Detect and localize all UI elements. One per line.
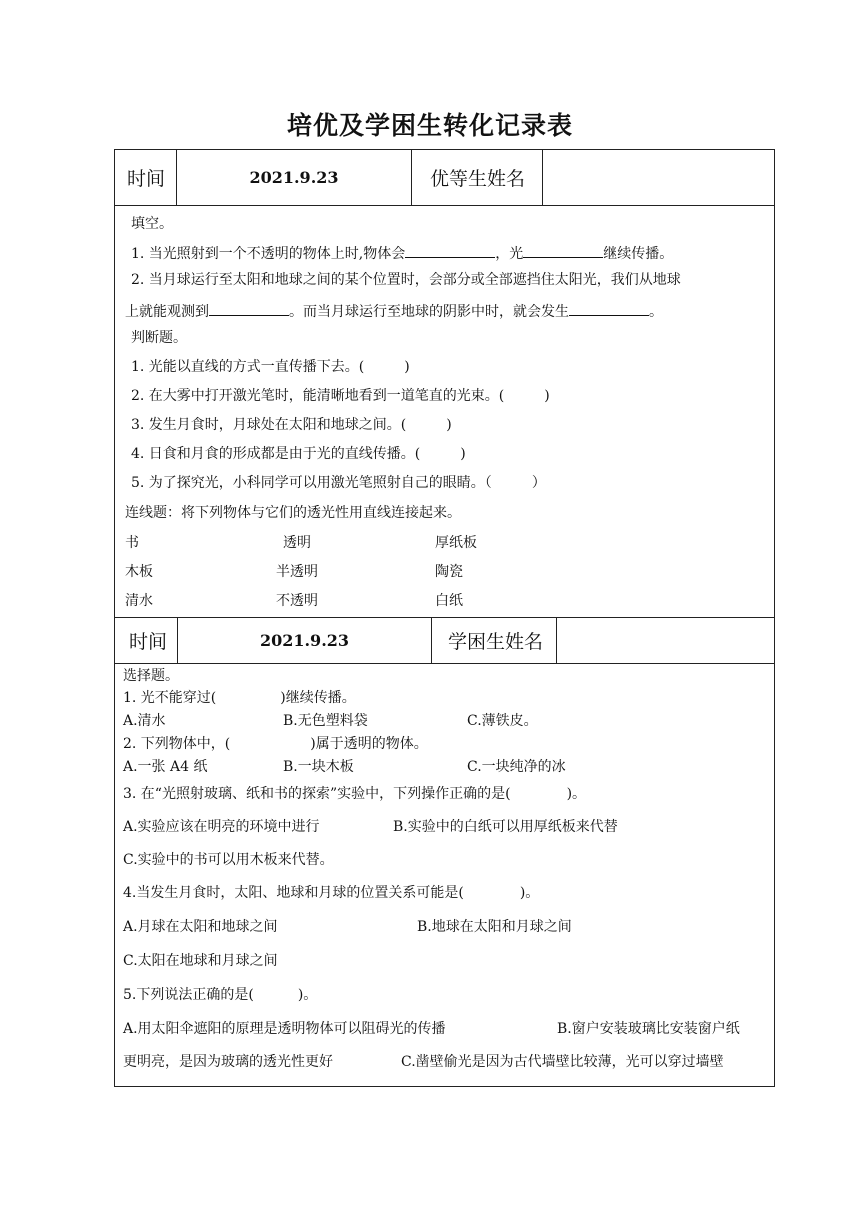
choice-q4-option-a: A.月球在太阳和地球之间	[123, 919, 278, 935]
choice-q3-option-b: B.实验中的白纸可以用厚纸板来代替	[393, 819, 618, 835]
section1-name-label: 优等生姓名	[411, 150, 542, 205]
section2-time-label: 时间	[129, 631, 168, 653]
choice-question-3	[123, 787, 586, 801]
match-r2-object-right: 陶瓷	[435, 564, 463, 580]
choice-q3-option-a: A.实验应该在明亮的环境中进行	[123, 819, 320, 835]
choice-q1-text: 1. 光不能穿过(	[123, 690, 217, 706]
section1-date: 2021.9.23	[176, 150, 411, 205]
page-title: 培优及学困生转化记录表	[286, 111, 573, 140]
fill-question-2-line1: 2. 当月球运行至太阳和地球之间的某个位置时，会部分或全部遮挡住太阳光，我们从地球	[131, 272, 681, 288]
section2-body	[114, 664, 775, 1087]
choice-q5-text: 5.下列说法正确的是(	[123, 987, 254, 1003]
fill-q2-blank-2[interactable]	[569, 303, 649, 316]
choice-q1-text-end: )继续传播。	[280, 690, 356, 706]
choice-q2-text: 2. 下列物体中，(	[123, 736, 231, 752]
match-r1-object-right: 厚纸板	[435, 535, 477, 551]
judge-question-1	[131, 360, 410, 374]
judge-q5-text: 5. 为了探究光，小科同学可以用激光笔照射自己的眼睛。（	[131, 475, 492, 491]
choice-question-5	[123, 988, 317, 1002]
section2-date: 2021.9.23	[177, 618, 431, 663]
fill-q2-blank-1[interactable]	[209, 303, 289, 316]
choice-q4-text-end: )。	[519, 885, 540, 901]
choice-q2-text-end: )属于透明的物体。	[310, 736, 428, 752]
section2-header-row	[114, 618, 775, 664]
choice-q5-option-a: A.用太阳伞遮阳的原理是透明物体可以阻碍光的传播	[123, 1021, 446, 1037]
judge-q2-text: 2. 在大雾中打开激光笔时，能清晰地看到一道笔直的光束。(	[131, 388, 505, 404]
match-r3-object: 清水	[125, 593, 153, 609]
fill-q1-text-c: 继续传播。	[603, 246, 674, 262]
fill-heading: 填空。	[131, 216, 173, 232]
choice-heading: 选择题。	[123, 668, 179, 684]
judge-q3-text: 3. 发生月食时，月球处在太阳和地球之间。(	[131, 417, 407, 433]
choice-q1-option-a: A.清水	[123, 713, 166, 729]
choice-q5-option-b-cont: 更明亮，是因为玻璃的透光性更好	[123, 1054, 333, 1070]
judge-question-2	[131, 389, 550, 403]
choice-q2-option-b: B.一块木板	[283, 759, 354, 775]
judge-question-3	[131, 418, 452, 432]
judge-q2-close: )	[544, 388, 550, 404]
choice-q1-option-b: B.无色塑料袋	[283, 713, 368, 729]
fill-q1-blank-2[interactable]	[523, 245, 603, 258]
match-r3-object-right: 白纸	[435, 593, 463, 609]
judge-question-4	[131, 447, 466, 461]
judge-q1-close: )	[404, 359, 410, 375]
match-r3-property: 不透明	[276, 593, 318, 609]
choice-question-2	[123, 737, 428, 751]
choice-question-1	[123, 691, 356, 705]
judge-q4-text: 4. 日食和月食的形成都是由于光的直线传播。(	[131, 446, 421, 462]
section2-name-field[interactable]	[556, 618, 774, 663]
section1-name-field[interactable]	[542, 150, 774, 205]
judge-question-5	[131, 476, 546, 490]
fill-q1-text-b: ，光	[495, 246, 524, 262]
section2-name-label: 学困生姓名	[431, 618, 556, 663]
judge-q4-close: )	[460, 446, 466, 462]
fill-q1-blank-1[interactable]	[405, 245, 495, 258]
choice-q4-option-b: B.地球在太阳和月球之间	[417, 919, 572, 935]
section1-header-row	[114, 149, 775, 206]
choice-q2-option-a: A.一张 A4 纸	[123, 759, 208, 775]
choice-q3-option-c: C.实验中的书可以用木板来代替。	[123, 852, 334, 868]
record-table	[114, 149, 775, 1087]
match-r2-property: 半透明	[276, 564, 318, 580]
choice-question-4	[123, 886, 539, 900]
section1-body	[114, 206, 775, 618]
choice-q2-option-c: C.一块纯净的冰	[467, 759, 566, 775]
fill-question-1	[131, 245, 673, 261]
choice-q5-text-end: )。	[297, 987, 318, 1003]
judge-q1-text: 1. 光能以直线的方式一直传播下去。(	[131, 359, 365, 375]
match-r1-object: 书	[125, 535, 139, 551]
choice-q1-option-c: C.薄铁皮。	[467, 713, 538, 729]
judge-q3-close: )	[446, 417, 452, 433]
choice-q5-option-c: C.凿壁偷光是因为古代墙壁比较薄，光可以穿过墙壁	[401, 1054, 724, 1070]
fill-q1-text-a: 1. 当光照射到一个不透明的物体上时,物体会	[131, 246, 406, 262]
fill-question-2-line2	[125, 303, 663, 319]
judge-q5-close: ）	[531, 475, 546, 491]
judge-heading: 判断题。	[131, 330, 187, 346]
fill-q2-text-c: 。而当月球运行至地球的阴影中时，就会发生	[289, 304, 569, 320]
match-r2-object: 木板	[125, 564, 153, 580]
choice-q3-text-end: )。	[566, 786, 587, 802]
choice-q4-option-c: C.太阳在地球和月球之间	[123, 953, 278, 969]
choice-q3-text: 3. 在“光照射玻璃、纸和书的探索”实验中，下列操作正确的是(	[123, 786, 511, 802]
match-r1-property: 透明	[283, 535, 311, 551]
fill-q2-text-d: 。	[649, 304, 663, 320]
section1-time-label: 时间	[127, 168, 166, 190]
fill-q2-text-b: 上就能观测到	[125, 304, 209, 320]
choice-q4-text: 4.当发生月食时，太阳、地球和月球的位置关系可能是(	[123, 885, 464, 901]
match-heading: 连线题：将下列物体与它们的透光性用直线连接起来。	[125, 505, 461, 521]
choice-q5-option-b: B.窗户安装玻璃比安装窗户纸	[557, 1021, 740, 1037]
